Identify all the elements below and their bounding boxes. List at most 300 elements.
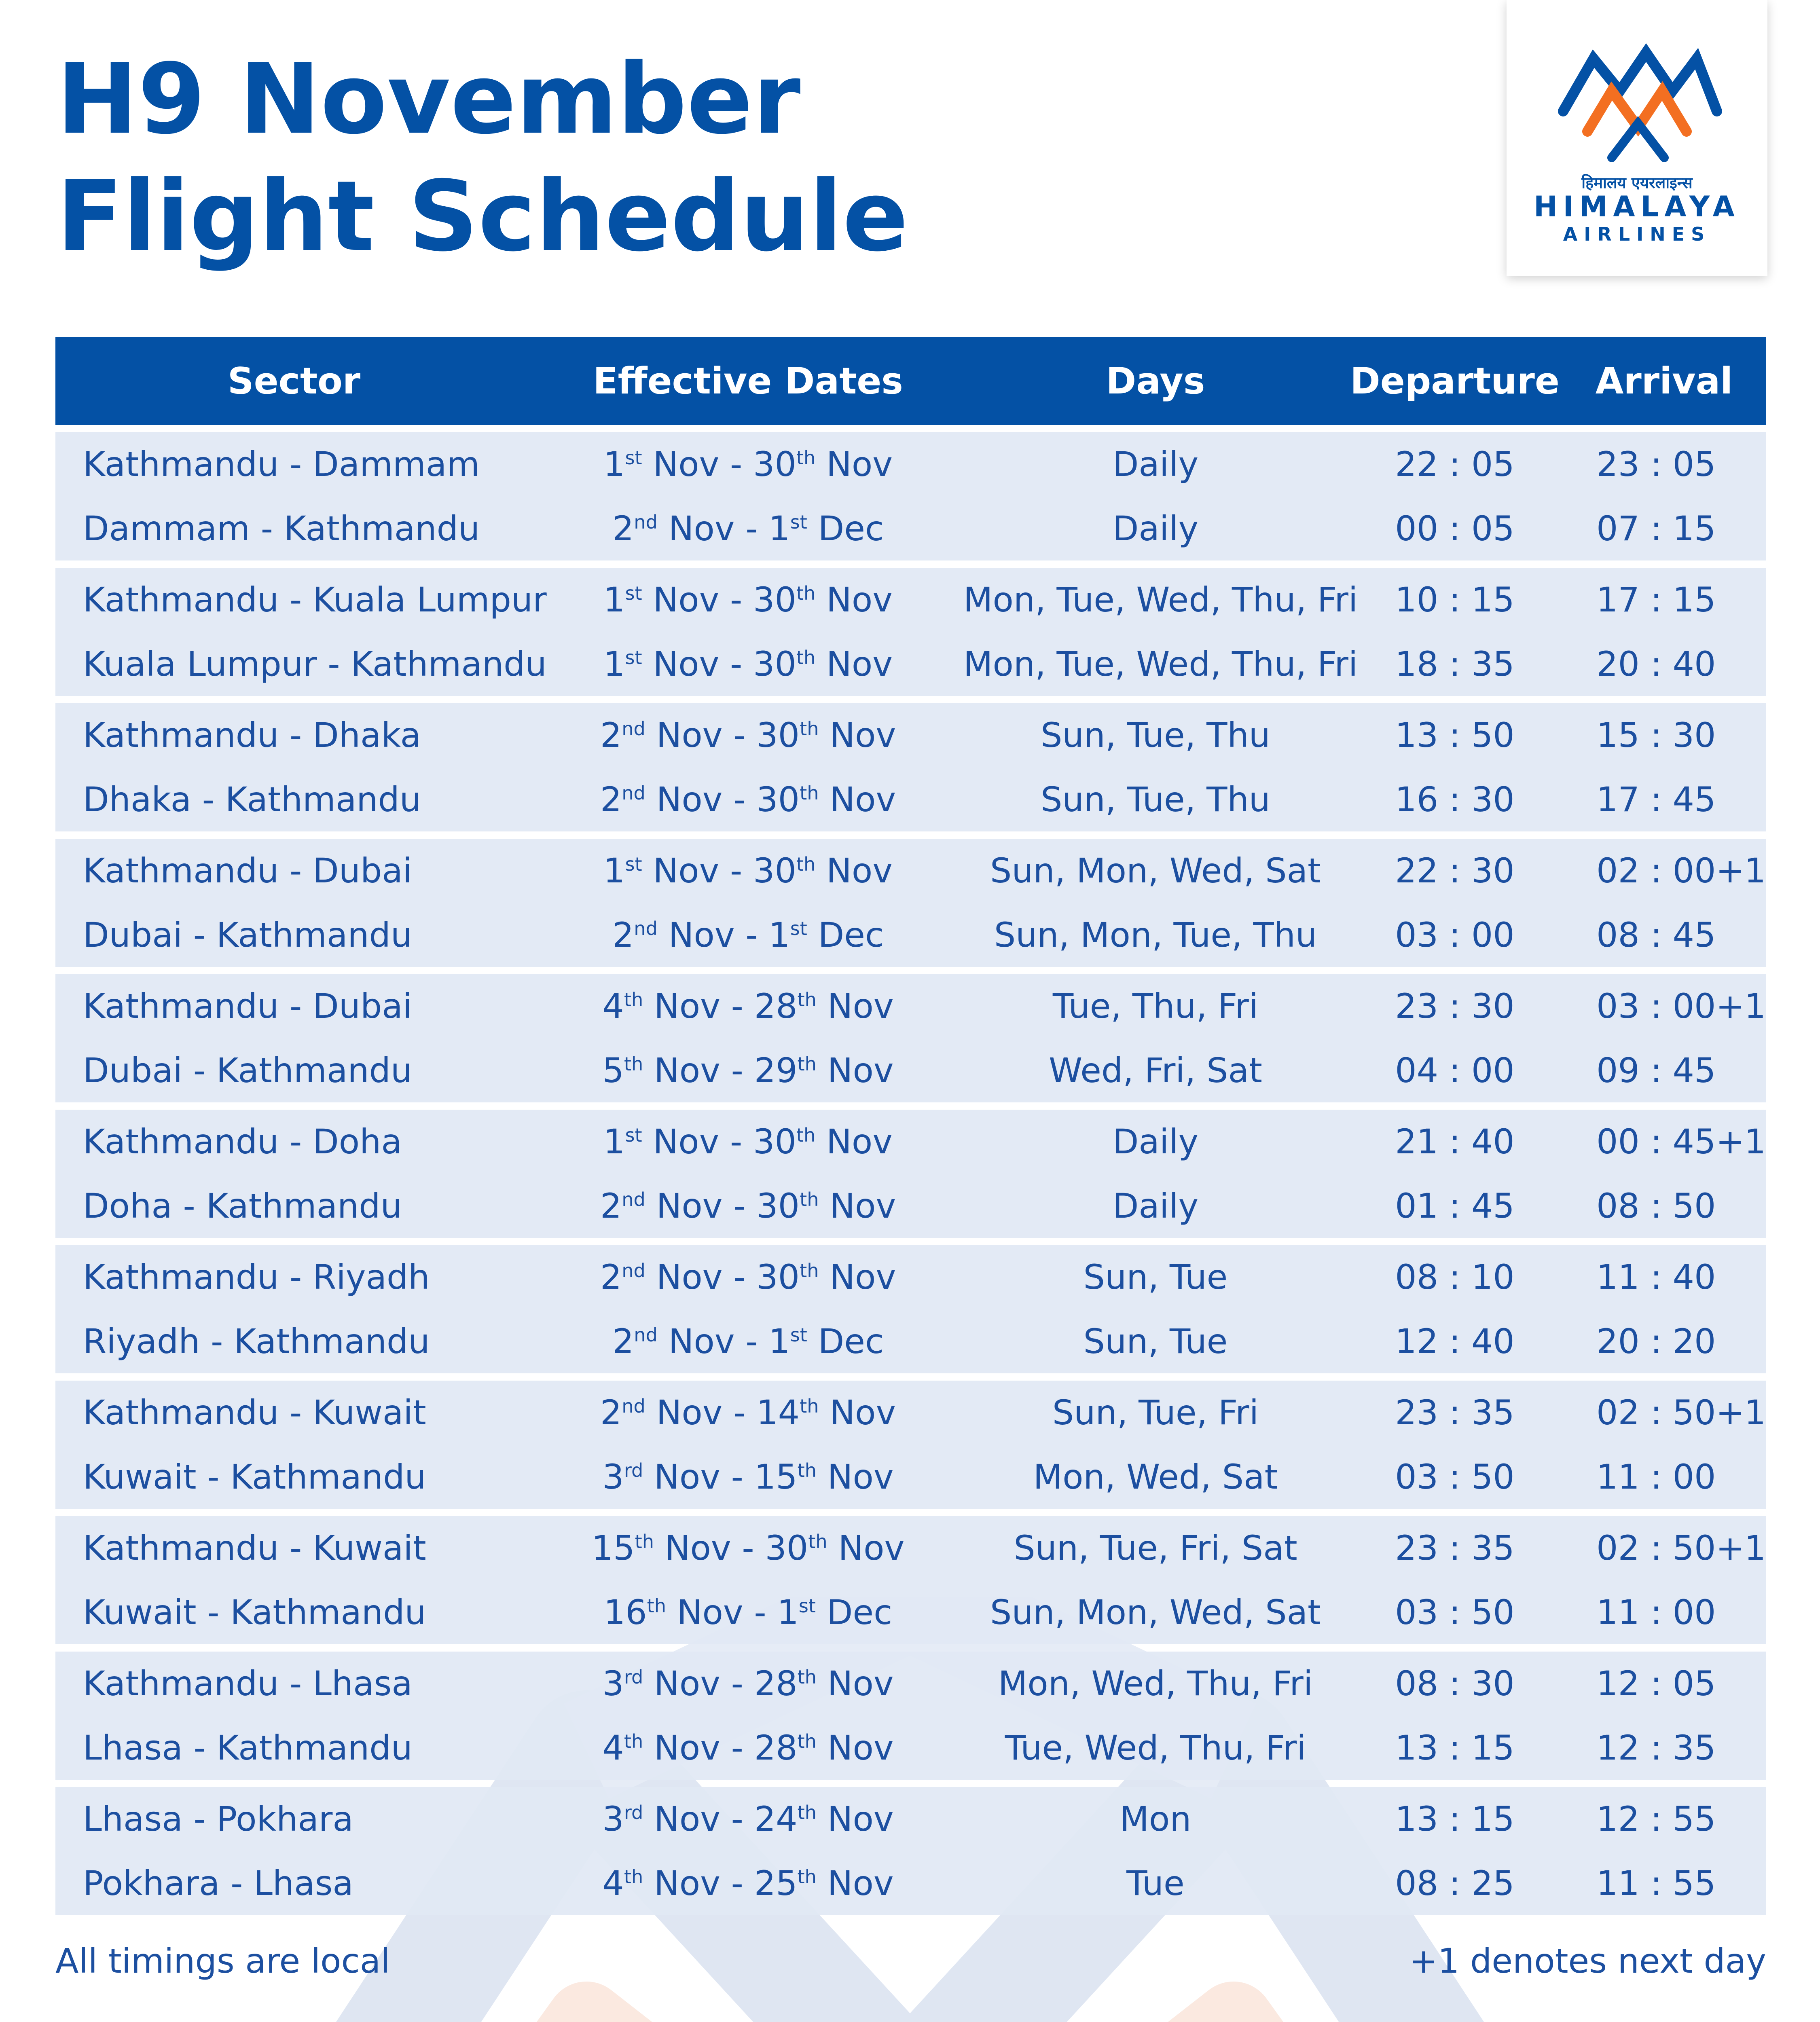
arrival-cell bbox=[1562, 644, 1766, 684]
to-month: Nov bbox=[827, 986, 894, 1026]
arrival-time: 12 : 05 bbox=[1596, 1664, 1716, 1704]
from-day: 1 bbox=[603, 444, 625, 484]
from-day-suffix: nd bbox=[634, 1324, 658, 1346]
table-row bbox=[55, 839, 1766, 903]
arrival-cell bbox=[1562, 1593, 1766, 1632]
departure-cell: 21 : 40 bbox=[1395, 1122, 1515, 1162]
days-cell: Sun, Mon, Wed, Sat bbox=[990, 1592, 1321, 1632]
from-day-suffix: st bbox=[625, 853, 642, 876]
arrival-cell bbox=[1562, 915, 1766, 955]
route-group bbox=[55, 1381, 1766, 1509]
from-day: 1 bbox=[603, 851, 625, 891]
table-row bbox=[55, 1110, 1766, 1174]
title-line-1: H9 November bbox=[57, 42, 801, 156]
from-month: Nov bbox=[653, 644, 720, 684]
to-month: Nov bbox=[827, 1050, 894, 1090]
column-header-effective-dates: Effective Dates bbox=[593, 360, 903, 402]
days-cell: Sun, Tue, Thu bbox=[1041, 779, 1270, 819]
arrival-time: 11 : 40 bbox=[1596, 1257, 1716, 1297]
arrival-cell bbox=[1562, 780, 1766, 819]
arrival-time: 12 : 55 bbox=[1596, 1799, 1716, 1839]
from-month: Nov bbox=[656, 715, 723, 755]
to-day: 30 bbox=[756, 1257, 800, 1297]
table-row bbox=[55, 974, 1766, 1038]
footer-notes bbox=[55, 1941, 1766, 1981]
arrival-time: 00 : 45+1 bbox=[1596, 1122, 1766, 1162]
sector-cell: Kathmandu - Kuwait bbox=[83, 1393, 426, 1433]
from-day: 16 bbox=[603, 1592, 647, 1632]
to-month: Nov bbox=[826, 444, 893, 484]
from-day-suffix: nd bbox=[622, 1188, 645, 1210]
effective-dates-cell: 1st Nov - 30th Nov bbox=[603, 580, 893, 620]
effective-dates-cell: 15th Nov - 30th Nov bbox=[591, 1528, 905, 1568]
days-cell: Daily bbox=[1112, 1122, 1199, 1162]
table-row bbox=[55, 1381, 1766, 1445]
effective-dates-cell: 4th Nov - 25th Nov bbox=[602, 1863, 894, 1903]
departure-cell: 13 : 50 bbox=[1395, 715, 1515, 755]
to-day: 30 bbox=[756, 1186, 800, 1226]
departure-cell: 08 : 30 bbox=[1395, 1664, 1515, 1704]
himalaya-airlines-mountain-logo-icon bbox=[1551, 30, 1723, 164]
column-header-sector: Sector bbox=[227, 360, 361, 402]
to-day: 30 bbox=[753, 851, 796, 891]
arrival-cell bbox=[1562, 1051, 1766, 1090]
days-cell: Sun, Tue, Fri bbox=[1052, 1393, 1259, 1433]
effective-dates-cell: 1st Nov - 30th Nov bbox=[603, 644, 893, 684]
departure-cell: 08 : 10 bbox=[1395, 1257, 1515, 1297]
arrival-time: 02 : 50+1 bbox=[1596, 1393, 1766, 1433]
days-cell: Sun, Tue bbox=[1083, 1257, 1228, 1297]
to-month: Dec bbox=[818, 508, 884, 548]
days-cell: Tue, Thu, Fri bbox=[1052, 986, 1259, 1026]
sector-cell: Lhasa - Kathmandu bbox=[83, 1728, 413, 1768]
from-day-suffix: th bbox=[624, 989, 643, 1011]
from-month: Nov bbox=[654, 1863, 720, 1903]
table-row bbox=[55, 1652, 1766, 1716]
effective-dates-cell: 5th Nov - 29th Nov bbox=[602, 1050, 894, 1090]
sector-cell: Kathmandu - Dubai bbox=[83, 851, 413, 891]
route-group bbox=[55, 974, 1766, 1102]
from-day-suffix: th bbox=[624, 1865, 643, 1888]
to-day: 1 bbox=[768, 508, 790, 548]
column-header-arrival: Arrival bbox=[1595, 360, 1733, 402]
sector-cell: Kathmandu - Dammam bbox=[83, 444, 480, 484]
route-group bbox=[55, 1652, 1766, 1780]
from-month: Nov bbox=[653, 444, 720, 484]
to-day-suffix: th bbox=[800, 718, 819, 740]
effective-dates-cell: 3rd Nov - 28th Nov bbox=[602, 1664, 894, 1704]
effective-dates-cell: 2nd Nov - 1st Dec bbox=[612, 1321, 884, 1361]
arrival-cell bbox=[1562, 509, 1766, 548]
arrival-time: 17 : 45 bbox=[1596, 779, 1716, 819]
sector-cell: Kathmandu - Dubai bbox=[83, 986, 413, 1026]
sector-cell: Kathmandu - Kuwait bbox=[83, 1528, 426, 1568]
table-row bbox=[55, 903, 1766, 967]
arrival-cell bbox=[1562, 1528, 1766, 1568]
arrival-time: 20 : 20 bbox=[1596, 1321, 1716, 1361]
sector-cell: Lhasa - Pokhara bbox=[83, 1799, 353, 1839]
table-row bbox=[55, 1038, 1766, 1103]
days-cell: Wed, Fri, Sat bbox=[1049, 1050, 1262, 1090]
sector-cell: Dammam - Kathmandu bbox=[83, 508, 480, 548]
to-day-suffix: st bbox=[790, 917, 807, 939]
sector-cell: Kathmandu - Doha bbox=[83, 1122, 402, 1162]
to-month: Nov bbox=[827, 1728, 894, 1768]
from-day-suffix: th bbox=[624, 1053, 643, 1075]
from-month: Nov bbox=[654, 986, 720, 1026]
departure-cell: 22 : 05 bbox=[1395, 444, 1515, 484]
arrival-cell bbox=[1562, 1664, 1766, 1703]
days-cell: Mon bbox=[1120, 1799, 1191, 1839]
from-month: Nov bbox=[668, 1321, 735, 1361]
departure-cell: 10 : 15 bbox=[1395, 580, 1515, 620]
days-cell: Sun, Tue bbox=[1083, 1321, 1228, 1361]
to-month: Nov bbox=[826, 1122, 893, 1162]
effective-dates-cell: 2nd Nov - 30th Nov bbox=[600, 1186, 896, 1226]
from-month: Nov bbox=[654, 1728, 720, 1768]
sector-cell: Kuwait - Kathmandu bbox=[83, 1457, 426, 1497]
table-row bbox=[55, 1445, 1766, 1509]
to-day-suffix: th bbox=[800, 782, 819, 804]
table-row bbox=[55, 432, 1766, 497]
arrival-cell bbox=[1562, 1322, 1766, 1361]
from-day-suffix: st bbox=[625, 1124, 642, 1146]
from-day: 2 bbox=[612, 1321, 634, 1361]
to-day-suffix: th bbox=[796, 582, 816, 605]
to-day-suffix: th bbox=[797, 1666, 817, 1688]
arrival-time: 23 : 05 bbox=[1596, 444, 1716, 484]
from-month: Nov bbox=[654, 1799, 720, 1839]
from-month: Nov bbox=[653, 580, 720, 620]
arrival-time: 02 : 50+1 bbox=[1596, 1528, 1766, 1568]
from-day: 1 bbox=[603, 644, 625, 684]
from-day: 2 bbox=[600, 779, 622, 819]
to-day-suffix: th bbox=[796, 646, 816, 668]
departure-cell: 03 : 50 bbox=[1395, 1592, 1515, 1632]
effective-dates-cell: 2nd Nov - 30th Nov bbox=[600, 1257, 896, 1297]
to-month: Nov bbox=[826, 644, 893, 684]
from-month: Nov bbox=[653, 1122, 720, 1162]
effective-dates-cell: 16th Nov - 1st Dec bbox=[603, 1592, 893, 1632]
route-group bbox=[55, 1516, 1766, 1644]
to-day-suffix: st bbox=[790, 511, 807, 533]
to-day: 24 bbox=[754, 1799, 798, 1839]
arrival-time: 11 : 55 bbox=[1596, 1863, 1716, 1903]
to-day-suffix: th bbox=[808, 1531, 827, 1553]
to-day-suffix: th bbox=[800, 1395, 819, 1417]
days-cell: Daily bbox=[1112, 1186, 1199, 1226]
sector-cell: Kathmandu - Riyadh bbox=[83, 1257, 430, 1297]
from-day: 5 bbox=[602, 1050, 624, 1090]
effective-dates-cell: 2nd Nov - 14th Nov bbox=[600, 1393, 896, 1433]
from-day-suffix: th bbox=[624, 1730, 643, 1752]
arrival-cell bbox=[1562, 1186, 1766, 1226]
from-month: Nov bbox=[665, 1528, 731, 1568]
departure-cell: 08 : 25 bbox=[1395, 1863, 1515, 1903]
days-cell: Mon, Tue, Wed, Thu, Fri bbox=[963, 580, 1358, 620]
to-day: 30 bbox=[765, 1528, 808, 1568]
from-day-suffix: st bbox=[625, 582, 642, 605]
from-month: Nov bbox=[654, 1457, 720, 1497]
effective-dates-cell: 2nd Nov - 30th Nov bbox=[600, 715, 896, 755]
departure-cell: 16 : 30 bbox=[1395, 779, 1515, 819]
departure-cell: 22 : 30 bbox=[1395, 851, 1515, 891]
to-day: 1 bbox=[768, 1321, 790, 1361]
from-day-suffix: nd bbox=[622, 1395, 645, 1417]
to-day: 28 bbox=[754, 1728, 798, 1768]
from-month: Nov bbox=[656, 779, 723, 819]
table-row bbox=[55, 1309, 1766, 1374]
from-month: Nov bbox=[653, 851, 720, 891]
departure-cell: 13 : 15 bbox=[1395, 1799, 1515, 1839]
arrival-cell bbox=[1562, 1863, 1766, 1903]
to-day: 1 bbox=[777, 1592, 799, 1632]
days-cell: Mon, Wed, Sat bbox=[1033, 1457, 1278, 1497]
table-row bbox=[55, 568, 1766, 632]
sector-cell: Kathmandu - Kuala Lumpur bbox=[83, 580, 547, 620]
arrival-time: 02 : 00+1 bbox=[1596, 851, 1766, 891]
table-row bbox=[55, 1516, 1766, 1580]
effective-dates-cell: 1st Nov - 30th Nov bbox=[603, 851, 893, 891]
arrival-cell bbox=[1562, 1393, 1766, 1432]
arrival-cell bbox=[1562, 1457, 1766, 1497]
to-month: Nov bbox=[827, 1863, 894, 1903]
to-day: 30 bbox=[753, 644, 796, 684]
route-group bbox=[55, 1110, 1766, 1238]
to-day-suffix: th bbox=[797, 1459, 817, 1481]
next-day-note: +1 denotes next day bbox=[1409, 1941, 1766, 1981]
to-day-suffix: th bbox=[800, 1260, 819, 1282]
arrival-cell bbox=[1562, 715, 1766, 755]
route-group bbox=[55, 568, 1766, 696]
arrival-time: 09 : 45 bbox=[1596, 1050, 1716, 1090]
column-header-days: Days bbox=[1106, 360, 1205, 402]
table-row bbox=[55, 1787, 1766, 1851]
from-day: 2 bbox=[600, 1186, 622, 1226]
table-row bbox=[55, 1716, 1766, 1780]
arrival-cell bbox=[1562, 1799, 1766, 1839]
table-row bbox=[55, 768, 1766, 832]
from-day-suffix: st bbox=[625, 646, 642, 668]
from-month: Nov bbox=[668, 915, 735, 955]
days-cell: Sun, Tue, Thu bbox=[1041, 715, 1270, 755]
to-month: Dec bbox=[818, 915, 884, 955]
table-row bbox=[55, 703, 1766, 768]
days-cell: Tue bbox=[1126, 1863, 1185, 1903]
arrival-cell bbox=[1562, 1257, 1766, 1297]
to-month: Nov bbox=[830, 715, 896, 755]
timings-local-note: All timings are local bbox=[55, 1941, 390, 1981]
to-month: Nov bbox=[838, 1528, 905, 1568]
sector-cell: Kathmandu - Lhasa bbox=[83, 1664, 413, 1704]
from-day-suffix: nd bbox=[634, 511, 658, 533]
table-body bbox=[55, 432, 1766, 1915]
to-day-suffix: th bbox=[796, 447, 816, 469]
arrival-cell bbox=[1562, 580, 1766, 620]
table-row bbox=[55, 1580, 1766, 1645]
to-day: 29 bbox=[754, 1050, 798, 1090]
from-month: Nov bbox=[677, 1592, 743, 1632]
to-day: 30 bbox=[756, 715, 800, 755]
to-day-suffix: th bbox=[796, 1124, 816, 1146]
arrival-time: 12 : 35 bbox=[1596, 1728, 1716, 1768]
from-day: 3 bbox=[602, 1799, 624, 1839]
to-day: 28 bbox=[754, 986, 798, 1026]
arrival-time: 07 : 15 bbox=[1596, 508, 1716, 548]
to-month: Nov bbox=[830, 779, 896, 819]
departure-cell: 18 : 35 bbox=[1395, 644, 1515, 684]
from-day-suffix: nd bbox=[622, 782, 645, 804]
to-day-suffix: th bbox=[797, 1865, 817, 1888]
departure-cell: 13 : 15 bbox=[1395, 1728, 1515, 1768]
page-title bbox=[57, 40, 908, 275]
arrival-cell bbox=[1562, 986, 1766, 1026]
route-group bbox=[55, 432, 1766, 560]
to-day: 30 bbox=[753, 1122, 796, 1162]
table-row bbox=[55, 497, 1766, 561]
route-group bbox=[55, 839, 1766, 967]
to-day-suffix: st bbox=[790, 1324, 807, 1346]
days-cell: Sun, Mon, Wed, Sat bbox=[990, 851, 1321, 891]
to-day-suffix: th bbox=[797, 1053, 817, 1075]
arrival-time: 20 : 40 bbox=[1596, 644, 1716, 684]
from-month: Nov bbox=[668, 508, 735, 548]
logo-name-text: HIMALAYA bbox=[1534, 190, 1740, 223]
from-day: 15 bbox=[591, 1528, 635, 1568]
sector-cell: Pokhara - Lhasa bbox=[83, 1863, 353, 1903]
from-day: 2 bbox=[612, 915, 634, 955]
from-day: 4 bbox=[602, 1863, 624, 1903]
from-day-suffix: rd bbox=[624, 1802, 643, 1824]
from-day: 2 bbox=[600, 715, 622, 755]
sector-cell: Kuwait - Kathmandu bbox=[83, 1592, 426, 1632]
route-group bbox=[55, 703, 1766, 831]
departure-cell: 23 : 35 bbox=[1395, 1393, 1515, 1433]
from-day-suffix: nd bbox=[622, 718, 645, 740]
from-day-suffix: st bbox=[625, 447, 642, 469]
effective-dates-cell: 2nd Nov - 1st Dec bbox=[612, 508, 884, 548]
departure-cell: 23 : 35 bbox=[1395, 1528, 1515, 1568]
to-day-suffix: th bbox=[796, 853, 816, 876]
from-month: Nov bbox=[656, 1257, 723, 1297]
from-day: 1 bbox=[603, 1122, 625, 1162]
flight-schedule-table bbox=[55, 337, 1766, 1915]
from-month: Nov bbox=[656, 1186, 723, 1226]
table-row bbox=[55, 632, 1766, 696]
to-day: 28 bbox=[754, 1664, 798, 1704]
route-group bbox=[55, 1787, 1766, 1915]
arrival-time: 08 : 45 bbox=[1596, 915, 1716, 955]
airline-logo bbox=[1507, 0, 1767, 276]
days-cell: Sun, Mon, Tue, Thu bbox=[994, 915, 1317, 955]
effective-dates-cell: 3rd Nov - 24th Nov bbox=[602, 1799, 894, 1839]
table-row bbox=[55, 1245, 1766, 1309]
from-day-suffix: th bbox=[635, 1531, 654, 1553]
days-cell: Mon, Tue, Wed, Thu, Fri bbox=[963, 644, 1358, 684]
from-day: 1 bbox=[603, 580, 625, 620]
from-day: 4 bbox=[602, 1728, 624, 1768]
departure-cell: 12 : 40 bbox=[1395, 1321, 1515, 1361]
from-month: Nov bbox=[656, 1393, 723, 1433]
effective-dates-cell: 3rd Nov - 15th Nov bbox=[602, 1457, 894, 1497]
from-day: 2 bbox=[600, 1393, 622, 1433]
arrival-time: 11 : 00 bbox=[1596, 1592, 1716, 1632]
to-day-suffix: st bbox=[798, 1595, 816, 1617]
days-cell: Sun, Tue, Fri, Sat bbox=[1014, 1528, 1297, 1568]
effective-dates-cell: 1st Nov - 30th Nov bbox=[603, 444, 893, 484]
logo-devanagari-text: हिमालय एयरलाइन्स bbox=[1581, 174, 1693, 192]
from-day: 3 bbox=[602, 1457, 624, 1497]
arrival-time: 17 : 15 bbox=[1596, 580, 1716, 620]
days-cell: Daily bbox=[1112, 444, 1199, 484]
to-day: 14 bbox=[756, 1393, 800, 1433]
to-day: 30 bbox=[753, 580, 796, 620]
table-row bbox=[55, 1851, 1766, 1916]
sector-cell: Dubai - Kathmandu bbox=[83, 915, 413, 955]
to-month: Nov bbox=[827, 1457, 894, 1497]
effective-dates-cell: 4th Nov - 28th Nov bbox=[602, 1728, 894, 1768]
from-day-suffix: nd bbox=[622, 1260, 645, 1282]
arrival-time: 08 : 50 bbox=[1596, 1186, 1716, 1226]
to-month: Nov bbox=[826, 580, 893, 620]
sector-cell: Dhaka - Kathmandu bbox=[83, 779, 421, 819]
from-day: 4 bbox=[602, 986, 624, 1026]
from-month: Nov bbox=[654, 1664, 720, 1704]
logo-subtitle-text: AIRLINES bbox=[1563, 223, 1711, 245]
arrival-cell bbox=[1562, 1728, 1766, 1768]
arrival-cell bbox=[1562, 851, 1766, 890]
from-day-suffix: th bbox=[647, 1595, 666, 1617]
to-day: 30 bbox=[756, 779, 800, 819]
from-day-suffix: nd bbox=[634, 917, 658, 939]
from-day: 2 bbox=[600, 1257, 622, 1297]
to-month: Nov bbox=[830, 1186, 896, 1226]
sector-cell: Riyadh - Kathmandu bbox=[83, 1321, 430, 1361]
departure-cell: 00 : 05 bbox=[1395, 508, 1515, 548]
to-day: 25 bbox=[754, 1863, 798, 1903]
departure-cell: 03 : 00 bbox=[1395, 915, 1515, 955]
days-cell: Tue, Wed, Thu, Fri bbox=[1005, 1728, 1306, 1768]
from-day-suffix: rd bbox=[624, 1666, 643, 1688]
sector-cell: Doha - Kathmandu bbox=[83, 1186, 402, 1226]
departure-cell: 01 : 45 bbox=[1395, 1186, 1515, 1226]
effective-dates-cell: 4th Nov - 28th Nov bbox=[602, 986, 894, 1026]
to-month: Dec bbox=[826, 1592, 893, 1632]
to-day-suffix: th bbox=[797, 989, 817, 1011]
route-group bbox=[55, 1245, 1766, 1373]
departure-cell: 23 : 30 bbox=[1395, 986, 1515, 1026]
to-month: Dec bbox=[818, 1321, 884, 1361]
effective-dates-cell: 2nd Nov - 30th Nov bbox=[600, 779, 896, 819]
sector-cell: Kuala Lumpur - Kathmandu bbox=[83, 644, 547, 684]
to-month: Nov bbox=[827, 1664, 894, 1704]
table-header bbox=[55, 337, 1766, 425]
arrival-time: 15 : 30 bbox=[1596, 715, 1716, 755]
table-row bbox=[55, 1174, 1766, 1238]
column-header-departure: Departure bbox=[1350, 360, 1560, 402]
sector-cell: Dubai - Kathmandu bbox=[83, 1050, 413, 1090]
to-month: Nov bbox=[827, 1799, 894, 1839]
arrival-time: 03 : 00+1 bbox=[1596, 986, 1766, 1026]
to-month: Nov bbox=[830, 1393, 896, 1433]
arrival-time: 11 : 00 bbox=[1596, 1457, 1716, 1497]
effective-dates-cell: 2nd Nov - 1st Dec bbox=[612, 915, 884, 955]
to-day-suffix: th bbox=[797, 1802, 817, 1824]
to-month: Nov bbox=[830, 1257, 896, 1297]
days-cell: Daily bbox=[1112, 508, 1199, 548]
effective-dates-cell: 1st Nov - 30th Nov bbox=[603, 1122, 893, 1162]
departure-cell: 03 : 50 bbox=[1395, 1457, 1515, 1497]
